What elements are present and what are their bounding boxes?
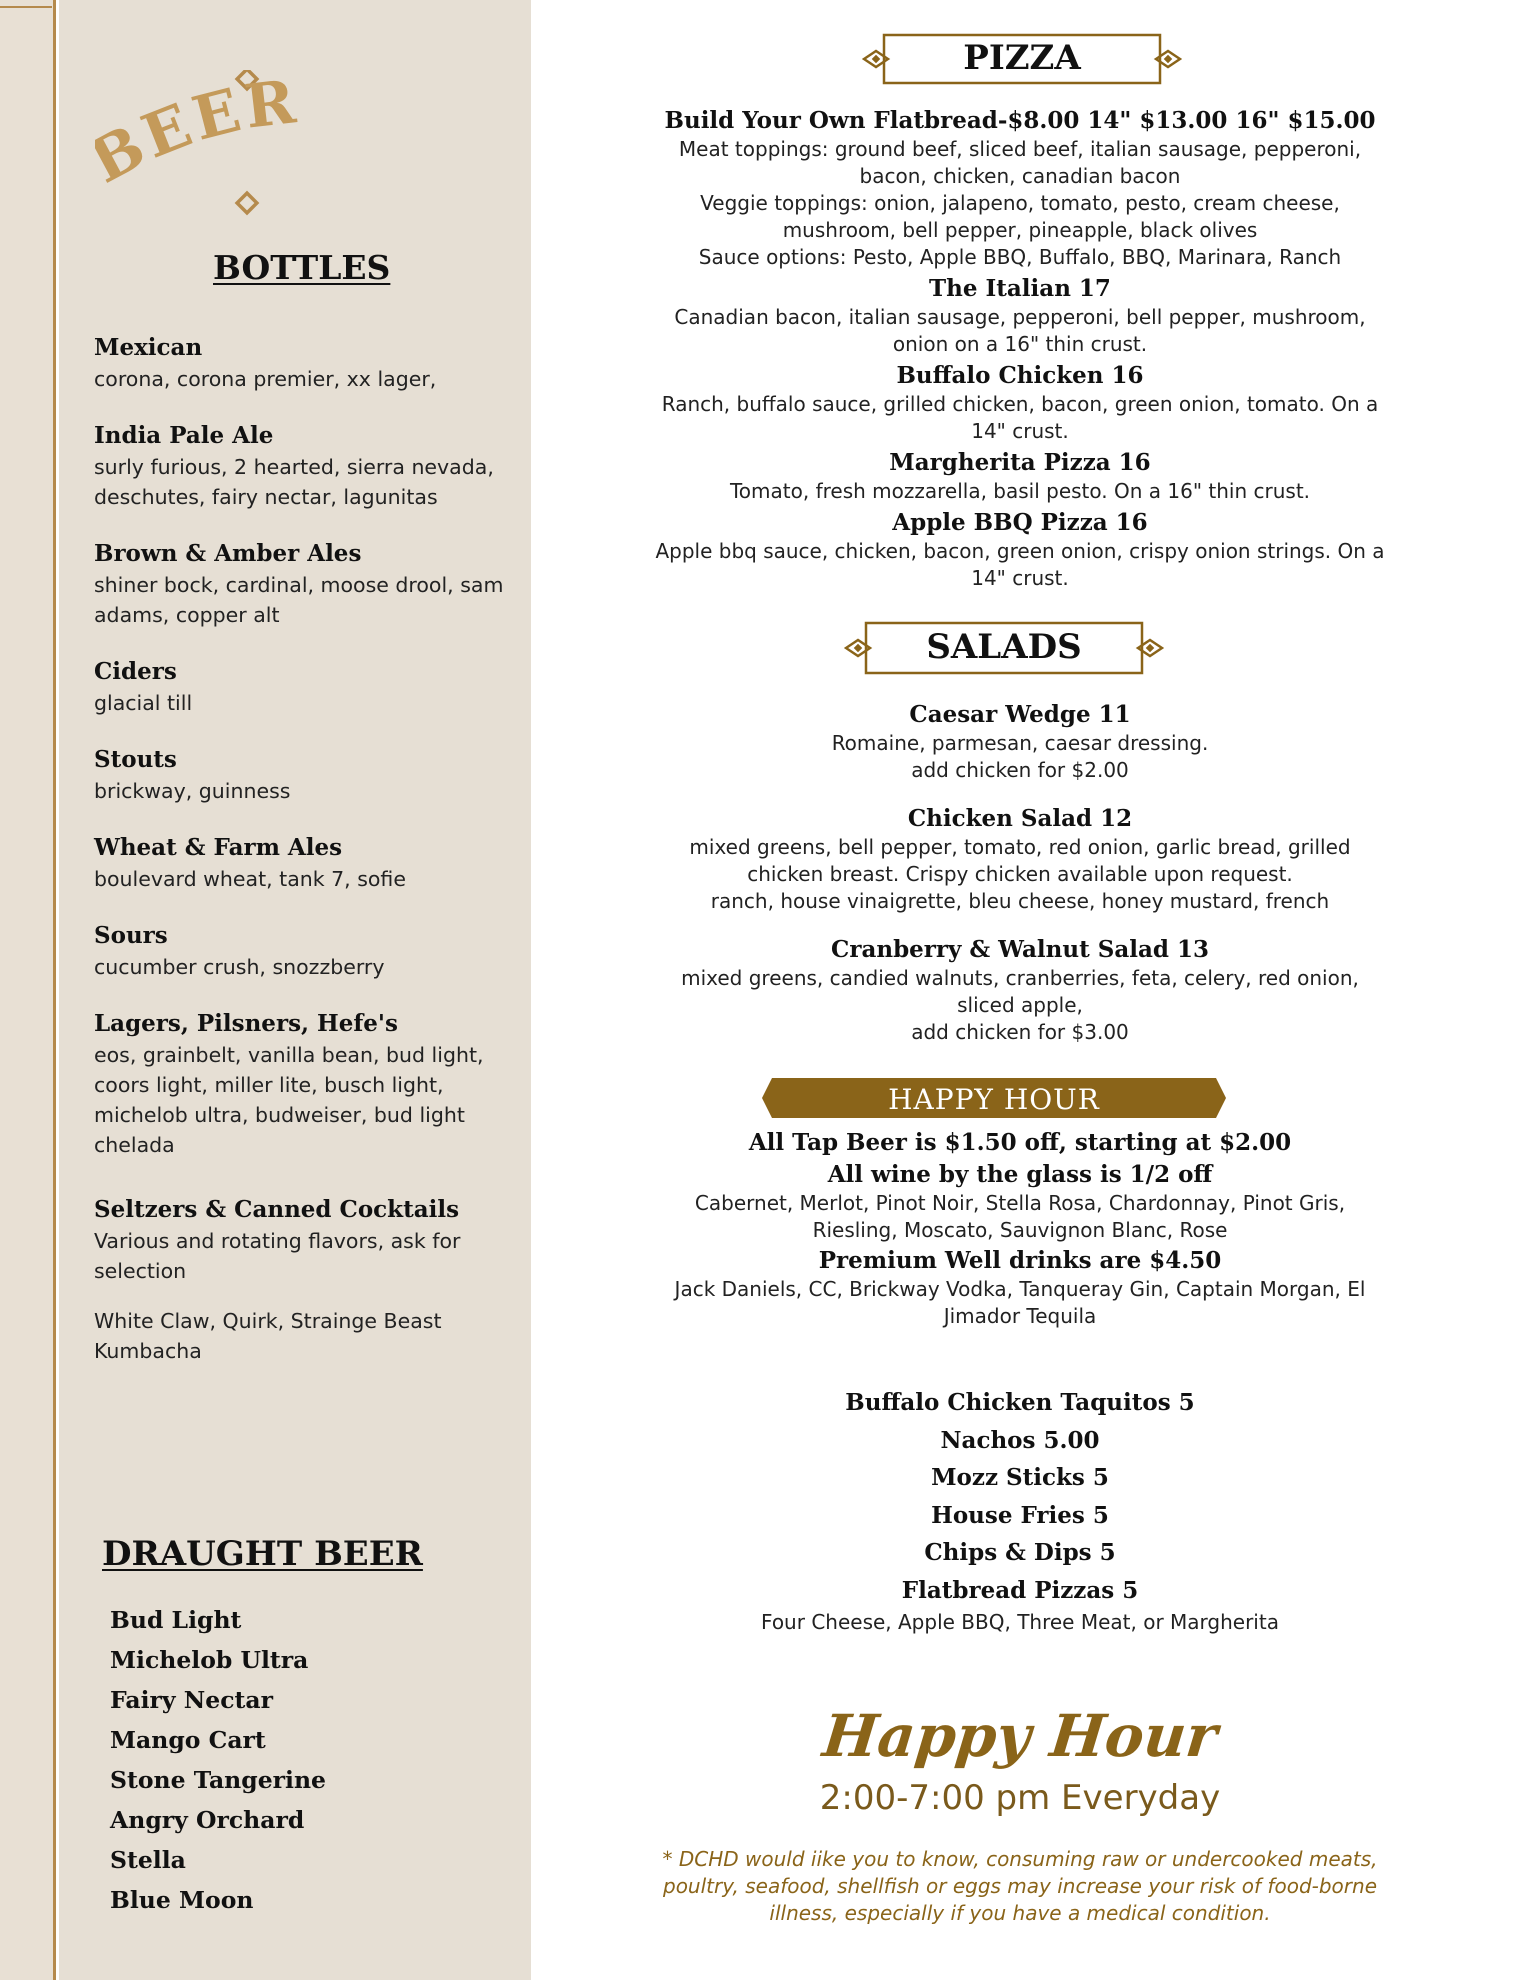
bottle-category-name: Ciders	[94, 658, 177, 685]
menu-item	[620, 106, 1420, 271]
menu-item	[620, 1128, 1420, 1158]
left-edge-strip	[0, 0, 56, 1980]
menu-item-desc: Tomato, fresh mozzarella, basil pesto. On a 16" thin crust.	[729, 479, 1311, 503]
bottle-category-name: Seltzers & Canned Cocktails	[94, 1196, 460, 1223]
bottle-category-name: Wheat & Farm Ales	[94, 834, 343, 861]
bottle-category-desc: eos, grainbelt, vanilla bean, bud light, coors light, miller lite, busch light, michelob ultra, budweiser, bud light chelada	[94, 1043, 484, 1157]
menu-item	[620, 361, 1420, 445]
menu-item-desc: Apple bbq sauce, chicken, bacon, green onion, crispy onion strings. On a	[655, 539, 1385, 563]
menu-item-desc: Sauce options: Pesto, Apple BBQ, Buffalo, BBQ, Marinara, Ranch	[698, 245, 1342, 269]
bottle-category	[94, 744, 504, 806]
happy-hour-title: HAPPY HOUR	[888, 1083, 1100, 1116]
menu-item-desc: bacon, chicken, canadian bacon	[859, 164, 1181, 188]
happy-hour-food-item: Chips & Dips 5	[924, 1539, 1116, 1566]
menu-item-name: Margherita Pizza 16	[889, 449, 1151, 476]
menu-item-desc: Riesling, Moscato, Sauvignon Blanc, Rose	[812, 1218, 1228, 1242]
bottle-category-desc: surly furious, 2 hearted, sierra nevada, deschutes, fairy nectar, lagunitas	[94, 455, 494, 509]
bottle-category-name: Lagers, Pilsners, Hefe's	[94, 1010, 398, 1037]
menu-item-name: Cranberry & Walnut Salad 13	[831, 936, 1209, 963]
menu-item-desc: Canadian bacon, italian sausage, pepperoni, bell pepper, mushroom,	[674, 305, 1366, 329]
health-disclaimer	[620, 1846, 1420, 1927]
bottle-category	[94, 656, 504, 718]
menu-item-desc: Jack Daniels, CC, Brickway Vodka, Tanqueray Gin, Captain Morgan, El	[674, 1277, 1366, 1301]
menu-item-desc: add chicken for $3.00	[911, 1020, 1129, 1044]
menu-item-name: Caesar Wedge 11	[909, 701, 1131, 728]
bottle-category	[94, 420, 504, 512]
menu-item-desc: Meat toppings: ground beef, sliced beef, italian sausage, pepperoni,	[678, 137, 1362, 161]
bottle-category	[94, 1306, 504, 1366]
beer-logo	[95, 70, 405, 230]
happy-hour-food-item: Flatbread Pizzas 5	[901, 1576, 1139, 1604]
happy-hour-time: 2:00-7:00 pm Everyday	[819, 1778, 1221, 1818]
menu-item-name: Chicken Salad 12	[907, 805, 1133, 832]
menu-item-desc: Romaine, parmesan, caesar dressing.	[831, 731, 1209, 755]
bottle-category-name: India Pale Ale	[94, 422, 274, 449]
menu-item-desc: ranch, house vinaigrette, bleu cheese, honey mustard, french	[710, 889, 1330, 913]
menu-item-desc: Veggie toppings: onion, jalapeno, tomato, pesto, cream cheese,	[700, 191, 1340, 215]
pizza-title: PIZZA	[963, 38, 1081, 78]
menu-item-desc: mixed greens, bell pepper, tomato, red onion, garlic bread, grilled	[689, 835, 1351, 859]
draught-beer-item: Stella	[110, 1846, 186, 1874]
menu-item-desc: Ranch, buffalo sauce, grilled chicken, bacon, green onion, tomato. On a	[661, 392, 1379, 416]
bottle-category-desc: brickway, guinness	[94, 779, 291, 803]
bottle-category	[94, 538, 504, 630]
bottle-category-name: Brown & Amber Ales	[94, 540, 362, 567]
menu-item-name: Buffalo Chicken 16	[896, 362, 1144, 389]
bottle-category-desc: cucumber crush, snozzberry	[94, 955, 385, 979]
menu-item-name: Premium Well drinks are $4.50	[818, 1247, 1222, 1274]
menu-item-desc: Jimador Tequila	[943, 1304, 1097, 1328]
beer-logo-text: EER	[132, 70, 303, 173]
menu-item-desc: mushroom, bell pepper, pineapple, black olives	[782, 218, 1258, 242]
bottle-category-name: Stouts	[94, 746, 177, 773]
happy-hour-food-item: Nachos 5.00	[940, 1426, 1100, 1454]
bottle-category	[94, 1194, 504, 1286]
happy-hour-food	[620, 1384, 1420, 1636]
draught-beer-item: Bud Light	[110, 1606, 242, 1634]
bottle-category-desc: glacial till	[94, 691, 193, 715]
draught-beer-item: Blue Moon	[110, 1886, 254, 1914]
menu-item	[620, 804, 1420, 915]
menu-item-desc: 14" crust.	[971, 419, 1069, 443]
draught-title: DRAUGHT BEER	[102, 1534, 423, 1574]
happy-hour-food-note: Four Cheese, Apple BBQ, Three Meat, or Margherita	[761, 1610, 1279, 1634]
pizza-banner	[862, 32, 1182, 86]
bottle-category-desc: White Claw, Quirk, Strainge Beast Kumbacha	[94, 1309, 442, 1363]
menu-item-desc: sliced apple,	[957, 993, 1083, 1017]
menu-item	[620, 1160, 1420, 1244]
menu-item	[620, 1246, 1420, 1330]
happy-hour-food-item: House Fries 5	[931, 1501, 1109, 1529]
menu-item-name: The Italian 17	[929, 275, 1111, 302]
menu-item-name: Apple BBQ Pizza 16	[892, 509, 1148, 536]
draught-beer-item: Fairy Nectar	[110, 1686, 273, 1714]
menu-item-desc: 14" crust.	[971, 566, 1069, 590]
bottle-category-desc: corona, corona premier, xx lager,	[94, 367, 437, 391]
disclaimer-line: illness, especially if you have a medical condition.	[769, 1901, 1271, 1925]
menu-item	[620, 700, 1420, 784]
happy-hour-banner	[762, 1078, 1226, 1118]
disclaimer-line: * DCHD would iike you to know, consuming raw or undercooked meats,	[662, 1847, 1378, 1871]
bottle-category-name: Sours	[94, 922, 168, 949]
bottle-category	[94, 920, 504, 982]
menu-item-name: All Tap Beer is $1.50 off, starting at $2.00	[748, 1129, 1292, 1156]
salad-items	[620, 700, 1420, 1066]
draught-beer-item: Michelob Ultra	[110, 1646, 309, 1674]
happy-hour-script-title: Happy Hour	[819, 1702, 1221, 1770]
menu-item-desc: add chicken for $2.00	[911, 758, 1129, 782]
menu-item	[620, 274, 1420, 358]
bottle-category-name: Mexican	[94, 334, 203, 361]
bottle-category-desc: Various and rotating flavors, ask for selection	[94, 1229, 461, 1283]
happy-hour-deals	[620, 1128, 1420, 1332]
bottles-list	[94, 332, 504, 1392]
menu-item	[620, 508, 1420, 592]
draught-beer-item: Angry Orchard	[110, 1806, 305, 1834]
menu-item	[620, 448, 1420, 505]
menu-item-desc: Cabernet, Merlot, Pinot Noir, Stella Rosa, Chardonnay, Pinot Gris,	[694, 1191, 1346, 1215]
menu-item	[620, 935, 1420, 1046]
salads-title: SALADS	[926, 627, 1082, 667]
bottles-title: BOTTLES	[213, 248, 391, 287]
bottle-category	[94, 1008, 504, 1160]
disclaimer-line: poultry, seafood, shellfish or eggs may increase your risk of food-borne	[663, 1874, 1377, 1898]
menu-item-name: Build Your Own Flatbread-$8.00 14" $13.00 16" $15.00	[664, 107, 1376, 134]
bottle-category-desc: shiner bock, cardinal, moose drool, sam adams, copper alt	[94, 573, 504, 627]
happy-hour-food-item: Buffalo Chicken Taquitos 5	[845, 1389, 1195, 1416]
svg-text:BEER	[95, 70, 303, 197]
draught-beer-item: Stone Tangerine	[110, 1766, 326, 1794]
draught-list	[110, 1600, 326, 1920]
draught-beer-item: Mango Cart	[110, 1726, 266, 1754]
salads-banner	[844, 620, 1164, 676]
pizza-items	[620, 106, 1420, 595]
menu-item-desc: chicken breast. Crispy chicken available upon request.	[747, 862, 1293, 886]
menu-item-desc: onion on a 16" thin crust.	[892, 332, 1148, 356]
edge-notch	[0, 0, 52, 8]
bottle-category	[94, 332, 504, 394]
happy-hour-food-item: Mozz Sticks 5	[931, 1464, 1109, 1491]
menu-item-desc: mixed greens, candied walnuts, cranberries, feta, celery, red onion,	[681, 966, 1359, 990]
bottle-category-desc: boulevard wheat, tank 7, sofie	[94, 867, 406, 891]
bottle-category	[94, 832, 504, 894]
menu-item-name: All wine by the glass is 1/2 off	[827, 1161, 1213, 1188]
